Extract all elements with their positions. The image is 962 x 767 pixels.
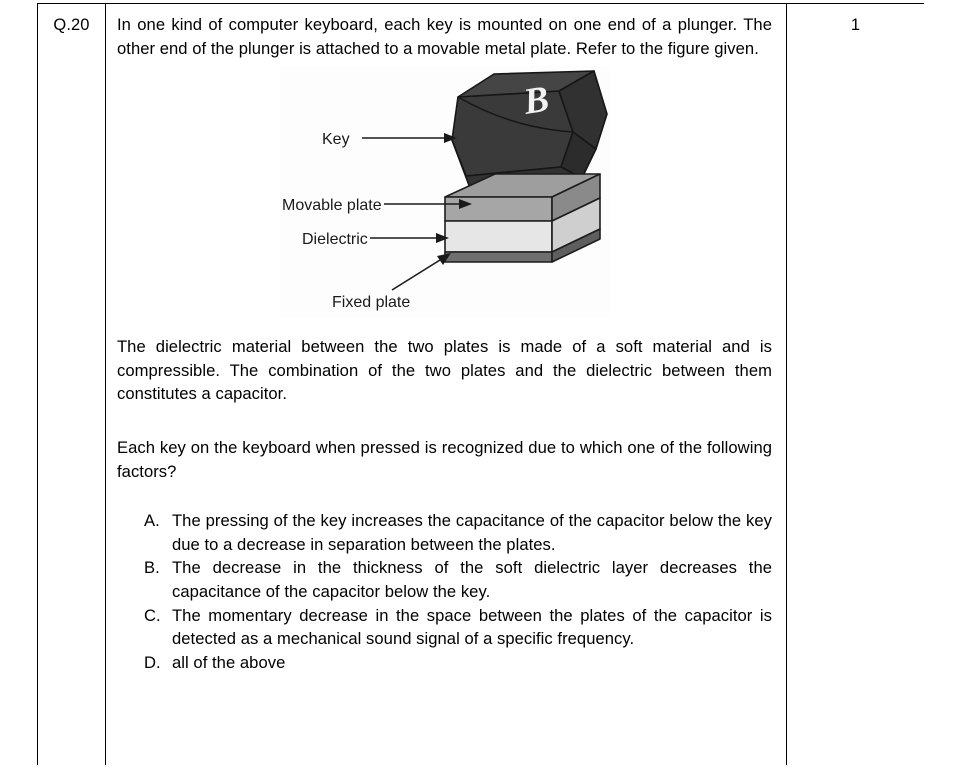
question-body-cell (106, 4, 787, 765)
figure-label-dielectric: Dielectric (301, 231, 368, 249)
question-number: Q.20 (53, 16, 90, 34)
option-a-letter: A. (144, 511, 160, 531)
option-a[interactable] (144, 509, 772, 556)
option-d-text: all of the above (172, 652, 286, 672)
figure-container (117, 66, 772, 318)
marks-cell (787, 4, 924, 765)
question-prompt-paragraph: Each key on the keyboard when pressed is recognized due to which one of the following factors? (117, 437, 772, 481)
option-b-text: The decrease in the thickness of the soft dielectric layer decreases the capacitance of the capacitor below the key. (172, 558, 772, 601)
question-table (37, 3, 924, 765)
figure-label-movable-plate: Movable plate (281, 197, 382, 215)
option-c[interactable] (144, 604, 772, 651)
option-b[interactable] (144, 556, 772, 603)
option-d[interactable] (144, 651, 772, 675)
option-d-letter: D. (144, 652, 161, 672)
question-number-cell (38, 4, 106, 765)
marks-value: 1 (850, 16, 861, 34)
question-intro-paragraph: In one kind of computer keyboard, each key is mounted on one end of a plunger. The other end of the plunger is attached to a movable metal plate. Refer to the figure given. (117, 15, 772, 58)
answer-options-list (117, 509, 772, 674)
figure-label-key: Key (321, 131, 350, 149)
option-b-letter: B. (144, 558, 160, 578)
option-a-text: The pressing of the key increases the capacitance of the capacitor below the key due to a decrease in separation between the plates. (172, 511, 772, 554)
keycap-letter: B (520, 78, 552, 124)
option-c-text: The momentary decrease in the space between the plates of the capacitor is detected as a mechanical sound signal of a specific frequency. (172, 605, 772, 649)
option-c-letter: C. (144, 605, 161, 625)
keyboard-key-capacitor-diagram (280, 66, 610, 318)
figure-label-fixed-plate: Fixed plate (331, 294, 410, 312)
dielectric-description-paragraph: The dielectric material between the two plates is made of a soft material and is compressible. The combination of the two plates and the dielectric between them constitutes a capacitor. (117, 337, 772, 404)
